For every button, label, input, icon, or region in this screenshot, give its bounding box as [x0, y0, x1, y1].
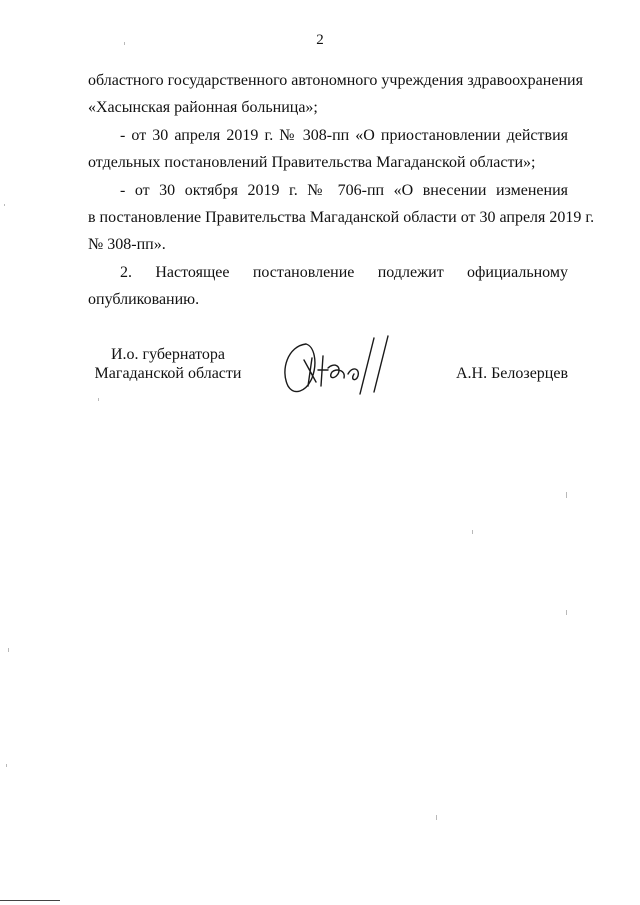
scan-speck — [566, 610, 567, 615]
body-line: «Хасынская районная больница»; — [88, 98, 318, 116]
scan-speck — [566, 492, 567, 498]
signatory-name: А.Н. Белозерцев — [456, 365, 569, 382]
scan-speck — [124, 42, 125, 45]
body-line: № 308-пп». — [88, 235, 166, 253]
body-line: в постановление Правительства Магаданской области от 30 апреля 2019 г. — [88, 208, 595, 226]
document-body — [88, 68, 595, 313]
page-number: 2 — [316, 32, 324, 48]
scan-speck — [6, 764, 7, 767]
body-line: отдельных постановлений Правительства Магаданской области»; — [88, 153, 536, 171]
scan-speck — [4, 204, 5, 206]
body-line: 2. Настоящее постановление подлежит официальному — [120, 264, 568, 282]
body-line: опубликованию. — [88, 290, 200, 308]
body-line: областного государственного автономного учреждения здравоохранения — [88, 72, 583, 89]
signatory-title — [88, 345, 248, 383]
body-line: - от 30 апреля 2019 г. № 308-пп «О приостановлении действия — [120, 127, 568, 145]
scan-speck — [436, 815, 437, 820]
scan-speck — [472, 530, 473, 534]
signatory-title-line1: И.о. губернатора — [110, 346, 226, 363]
body-line: - от 30 октября 2019 г. № 706-пп «О внесении изменения — [120, 182, 568, 200]
bottom-edge-line — [0, 900, 60, 901]
handwritten-signature — [276, 330, 406, 400]
signatory-title-line2: Магаданской области — [94, 365, 242, 382]
scan-speck — [8, 648, 9, 652]
scan-speck — [98, 398, 99, 401]
